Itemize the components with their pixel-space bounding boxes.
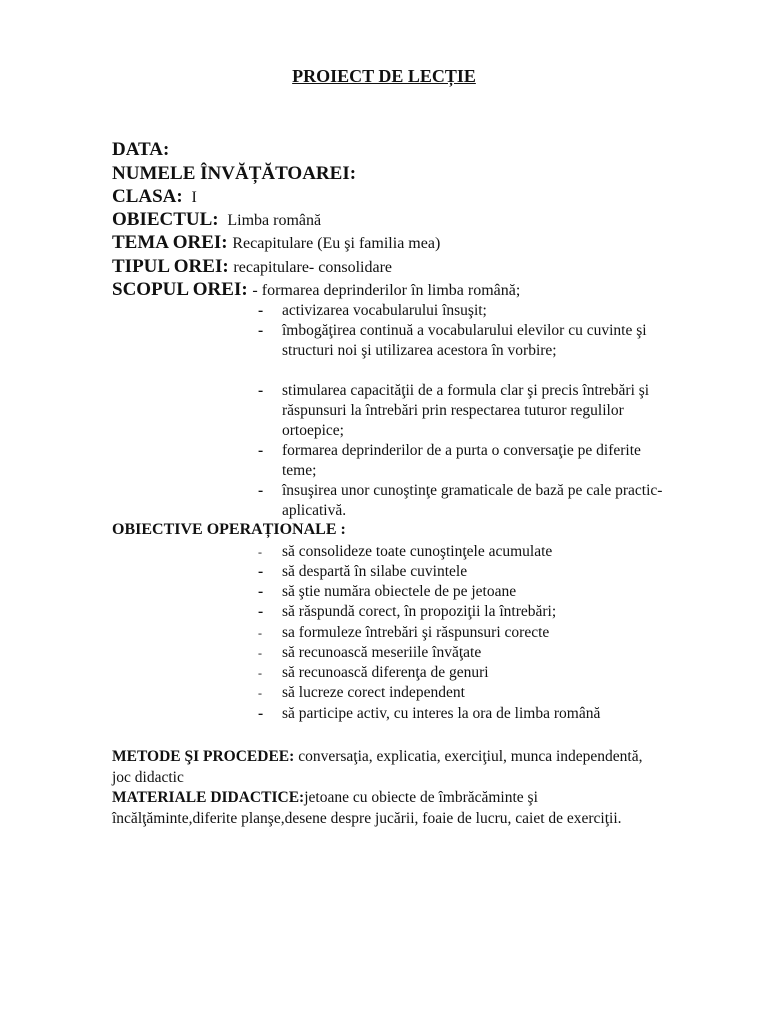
topic-field [112,232,440,254]
methods-label: METODE ŞI PROCEDEE: [112,748,295,765]
scope-item: - însuşirea unor cunoştinţe gramaticale de bază pe cale practic-aplicativă. [258,482,663,519]
class-field [112,186,197,208]
bullet-dash: - [258,563,264,580]
date-label: DATA: [112,139,170,160]
objective-item: - să despartă în silabe cuvintele [258,563,468,580]
teacher-label: NUMELE ÎNVĂȚĂTOAREI: [112,163,357,184]
date-field [112,139,169,161]
objective-item: - sa formuleze întrebări şi răspunsuri corecte [258,624,550,641]
objective-item: - să recunoască meseriile învăţate [258,644,482,661]
type-label: TIPUL OREI: [112,256,229,277]
bullet-dash: - [258,382,264,399]
bullet-dash: - [258,686,262,700]
scope-value: - formarea deprinderilor în limba română; [252,282,521,299]
bullet-dash: - [258,705,264,722]
bullet-dash: - [258,302,264,319]
bullet-dash: - [258,322,264,339]
scope-item: - stimularea capacităţii de a formula clar şi precis întrebări şi răspunsuri la întrebări prin respectarea tuturor regulilor ortoepice; [258,382,650,439]
methods-value: conversaţia, explicatia, exerciţiul, munca independentă, joc didactic [112,748,643,786]
objective-item: - să ştie număra obiectele de pe jetoane [258,583,517,600]
subject-value: Limba română [227,212,322,229]
objectives-heading: OBIECTIVE OPERAȚIONALE : [112,521,346,538]
objective-item: - să consolideze toate cunoştinţele acumulate [258,543,553,560]
subject-field [112,209,321,231]
bullet-dash: - [258,646,262,660]
materials-label: MATERIALE DIDACTICE: [112,789,305,806]
objective-item: - să lucreze corect independent [258,684,465,701]
objective-item: - să răspundă corect, în propoziţii la întrebări; [258,603,557,620]
topic-label: TEMA OREI: [112,232,228,253]
page-title: PROIECT DE LECȚIE [292,66,476,86]
bullet-dash: - [258,666,262,680]
materials-paragraph [112,788,657,829]
scope-label: SCOPUL OREI: [112,279,248,300]
bullet-dash: - [258,545,262,559]
bullet-dash: - [258,603,264,620]
methods-paragraph [112,747,657,788]
topic-value: Recapitulare (Eu şi familia mea) [232,235,441,252]
bullet-dash: - [258,626,262,640]
scope-item: - activizarea vocabularului însuşit; [258,302,487,319]
materials-value: jetoane cu obiecte de îmbrăcăminte şi încălţăminte,diferite planşe,desene despre jucării, foaie de lucru, caiet de exerciţii. [112,789,622,827]
bullet-dash: - [258,442,264,459]
bullet-dash: - [258,482,264,499]
subject-label: OBIECTUL: [112,209,219,230]
type-value: recapitulare- consolidare [233,259,392,276]
teacher-field [112,163,356,185]
class-label: CLASA: [112,186,183,207]
objective-item: - să recunoască diferenţa de genuri [258,664,489,681]
scope-item: - îmbogăţirea continuă a vocabularului elevilor cu cuvinte şi structuri noi şi utilizarea acestora în vorbire; [258,322,647,359]
type-field [112,256,392,278]
class-value: I [191,189,197,206]
scope-item: - formarea deprinderilor de a purta o conversaţie pe diferite teme; [258,442,641,479]
scope-field [112,279,520,301]
bullet-dash: - [258,583,264,600]
objective-item: - să participe activ, cu interes la ora de limba română [258,705,601,722]
